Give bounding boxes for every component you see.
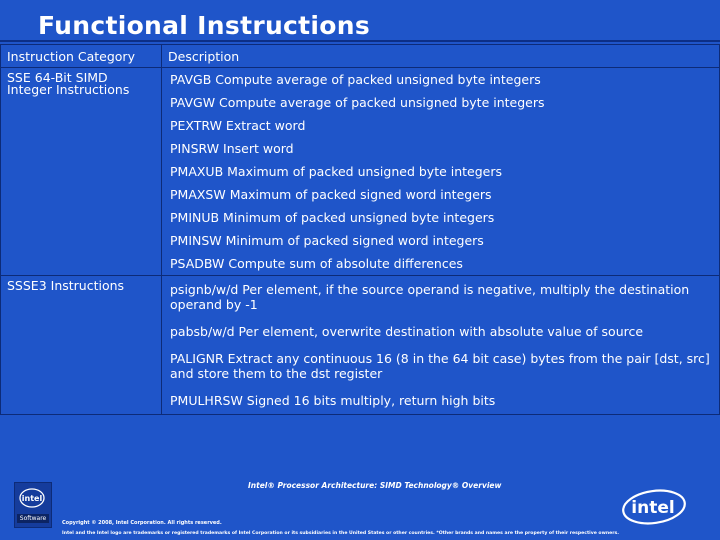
instruction-entry: PSADBW Compute sum of absolute differences xyxy=(170,256,463,271)
intel-logo-small-icon xyxy=(19,487,45,509)
category-cell: SSE 64-Bit SIMD Integer Instructions xyxy=(1,68,162,276)
software-label: Software xyxy=(17,514,49,523)
intel-logo-text: intel xyxy=(631,498,675,518)
instruction-entry: PALIGNR Extract any continuous 16 (8 in the 64 bit case) bytes from the pair [dst, src] and store them to the dst register xyxy=(170,351,710,381)
instruction-entry: PMAXUB Maximum of packed unsigned byte integers xyxy=(170,164,503,179)
instruction-entry: PEXTRW Extract word xyxy=(170,118,306,133)
instruction-entry: PINSRW Insert word xyxy=(170,141,294,156)
instructions-table xyxy=(0,44,720,415)
copyright-text: Copyright © 2008, Intel Corporation. All rights reserved. xyxy=(62,520,222,526)
description-cell xyxy=(162,68,720,276)
instruction-entry: PMULHRSW Signed 16 bits multiply, return high bits xyxy=(170,393,496,408)
header-description: Description xyxy=(162,45,720,68)
table-header-row xyxy=(1,45,720,68)
instruction-entry: PMINSW Minimum of packed signed word integers xyxy=(170,233,484,248)
instruction-entry: PMAXSW Maximum of packed signed word integers xyxy=(170,187,492,202)
header-category: Instruction Category xyxy=(1,45,162,68)
slide-title: Functional Instructions xyxy=(38,11,371,40)
instruction-entry: psignb/w/d Per element, if the source operand is negative, multiply the destination operand by -1 xyxy=(170,282,690,312)
table-row xyxy=(1,68,720,276)
description-cell xyxy=(162,276,720,415)
category-cell: SSSE3 Instructions xyxy=(1,276,162,415)
footer-subtitle: Intel® Processor Architecture: SIMD Technology® Overview xyxy=(248,481,502,490)
instruction-entry: PAVGW Compute average of packed unsigned byte integers xyxy=(170,95,545,110)
instruction-entry: pabsb/w/d Per element, overwrite destination with absolute value of source xyxy=(170,324,644,339)
instruction-entry: PAVGB Compute average of packed unsigned byte integers xyxy=(170,72,541,87)
table-row xyxy=(1,276,720,415)
intel-logo-small-text: intel xyxy=(21,494,43,503)
trademark-text: Intel and the Intel logo are trademarks or registered trademarks of Intel Corporation or its subsidiaries in the United States or other countries. *Other brands and names are the property of their respective owners. xyxy=(62,531,619,536)
instruction-entry: PMINUB Minimum of packed unsigned byte integers xyxy=(170,210,495,225)
title-divider xyxy=(0,40,720,42)
intel-software-logo xyxy=(14,482,52,528)
intel-logo-icon xyxy=(620,486,688,526)
